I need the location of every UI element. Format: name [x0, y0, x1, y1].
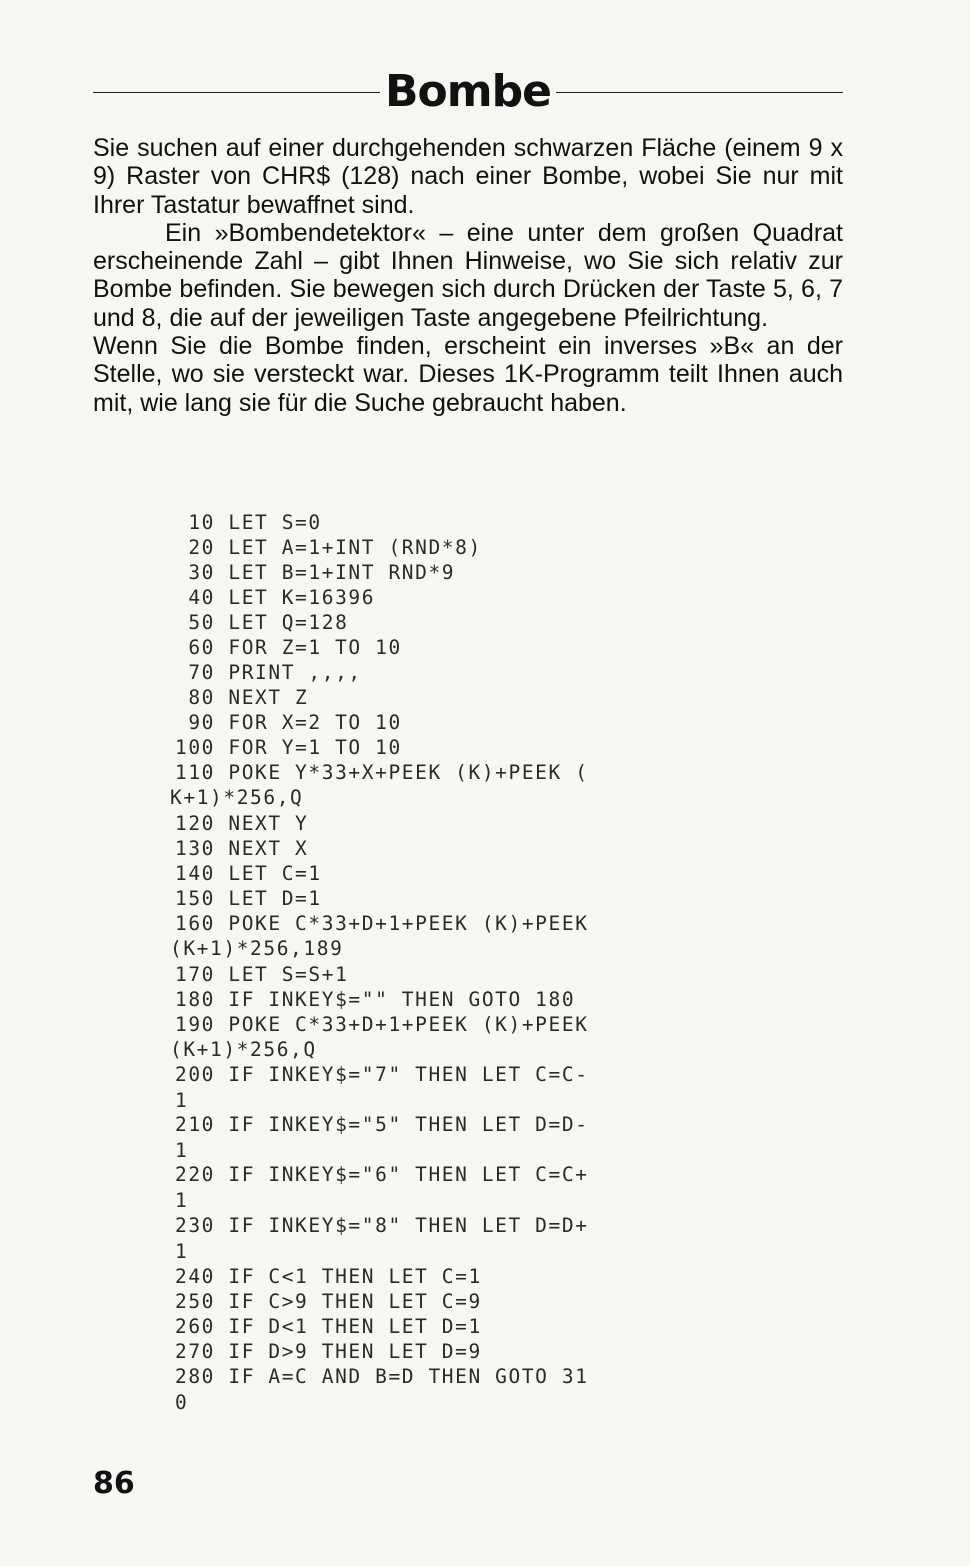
code-line: 50 LET Q=128: [175, 611, 349, 634]
code-line: 1: [175, 1189, 189, 1212]
code-line: 250 IF C>9 THEN LET C=9: [175, 1290, 482, 1313]
title-row: [93, 62, 843, 122]
code-line: 70 PRINT ,,,,: [175, 661, 362, 684]
code-line: 150 LET D=1: [175, 887, 322, 910]
code-line: 180 IF INKEY$="" THEN GOTO 180: [175, 988, 576, 1011]
code-line: 20 LET A=1+INT (RND*8): [175, 536, 482, 559]
code-line: 0: [175, 1391, 189, 1414]
title-rule-right: [556, 92, 843, 93]
code-line: 160 POKE C*33+D+1+PEEK (K)+PEEK: [175, 912, 589, 935]
code-line: 200 IF INKEY$="7" THEN LET C=C-: [175, 1063, 589, 1086]
code-line: 260 IF D<1 THEN LET D=1: [175, 1315, 482, 1338]
code-line: 80 NEXT Z: [175, 686, 309, 709]
code-line: 170 LET S=S+1: [175, 963, 349, 986]
code-line: 240 IF C<1 THEN LET C=1: [175, 1265, 482, 1288]
code-line: K+1)*256,Q: [170, 786, 304, 809]
title-rule-left: [93, 92, 380, 93]
intro-text: [93, 134, 843, 417]
code-line: 230 IF INKEY$="8" THEN LET D=D+: [175, 1214, 589, 1237]
code-line: 140 LET C=1: [175, 862, 322, 885]
code-line: 10 LET S=0: [175, 511, 322, 534]
code-line: 100 FOR Y=1 TO 10: [175, 736, 402, 759]
page-title: Bombe: [385, 66, 551, 117]
code-line: 1: [175, 1089, 189, 1112]
paragraph: Sie suchen auf einer durchgehenden schwarzen Fläche (einem 9 x 9) Raster von CHR$ (128) nach einer Bombe, wobei Sie nur mit Ihrer Tastatur bewaffnet sind.: [93, 134, 843, 219]
code-line: 1: [175, 1240, 189, 1263]
code-line: 30 LET B=1+INT RND*9: [175, 561, 456, 584]
code-line: 130 NEXT X: [175, 837, 309, 860]
paragraph: Ein »Bombendetektor« – eine unter dem großen Quadrat erscheinende Zahl – gibt Ihnen Hinweise, wo Sie sich relativ zur Bombe befinden. Sie bewegen sich durch Drücken der Taste 5, 6, 7 und 8, die auf der jeweiligen Taste angegebene Pfeilrichtung.: [93, 218, 843, 332]
code-line: 40 LET K=16396: [175, 586, 376, 609]
code-line: 110 POKE Y*33+X+PEEK (K)+PEEK (: [175, 761, 589, 784]
code-line: (K+1)*256,Q: [170, 1038, 317, 1061]
code-line: 120 NEXT Y: [175, 812, 309, 835]
page-number: 86: [93, 1466, 135, 1501]
code-line: 270 IF D>9 THEN LET D=9: [175, 1340, 482, 1363]
code-line: 1: [175, 1139, 189, 1162]
code-line: 60 FOR Z=1 TO 10: [175, 636, 402, 659]
code-line: 280 IF A=C AND B=D THEN GOTO 31: [175, 1365, 589, 1388]
code-line: 220 IF INKEY$="6" THEN LET C=C+: [175, 1163, 589, 1186]
code-line: 210 IF INKEY$="5" THEN LET D=D-: [175, 1113, 589, 1136]
paragraph: Wenn Sie die Bombe finden, erscheint ein inverses »B« an der Stelle, wo sie versteckt war. Dieses 1K-Programm teilt Ihnen auch mit, wie lang sie für die Suche gebraucht haben.: [93, 332, 843, 417]
code-line: 90 FOR X=2 TO 10: [175, 711, 402, 734]
code-line: (K+1)*256,189: [170, 937, 344, 960]
code-line: 190 POKE C*33+D+1+PEEK (K)+PEEK: [175, 1013, 589, 1036]
